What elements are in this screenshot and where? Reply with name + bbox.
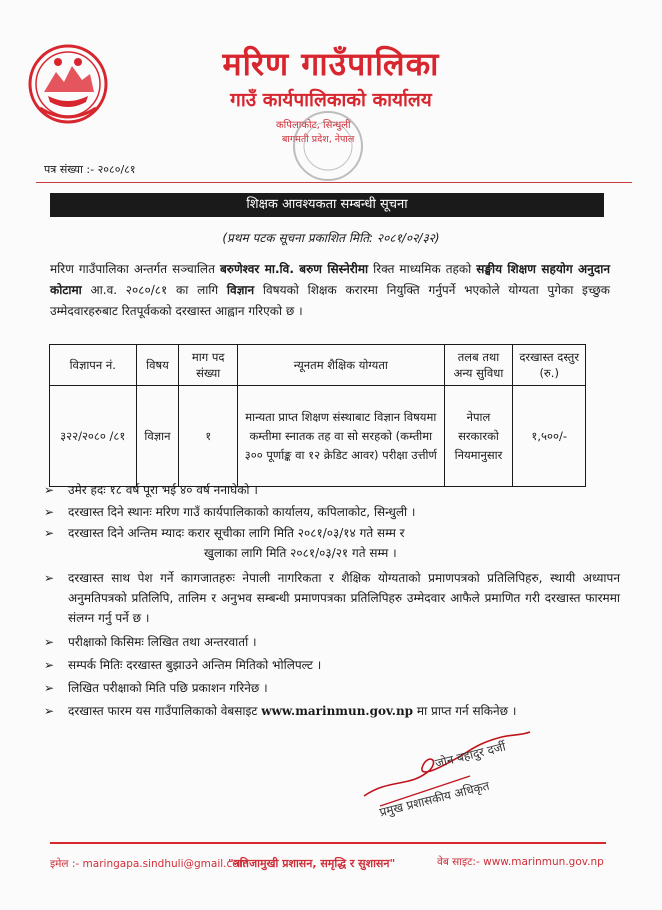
subject: विज्ञान: [136, 386, 179, 487]
footer-divider: [50, 842, 606, 844]
col-header: न्यूनतम शैक्षिक योग्यता: [238, 345, 445, 386]
office-subtitle: गाउँ कार्यपालिकाको कार्यालय: [230, 89, 432, 111]
col-header: माग पद संख्या: [179, 345, 238, 386]
address-line-2: बागमती प्रदेश, नेपाल: [282, 134, 355, 145]
salary: नेपाल सरकारको नियमानुसार: [444, 386, 513, 487]
arrow-bullet-icon: ➢: [44, 505, 55, 519]
col-header: विज्ञापन नं.: [50, 345, 137, 386]
footer-slogan: "नतिजामुखी प्रशासन, समृद्धि र सुशासन": [228, 857, 396, 870]
subject-name: विज्ञान: [226, 283, 255, 297]
arrow-bullet-icon: ➢: [44, 635, 55, 649]
municipality-title: मरिण गाउँपालिका: [222, 45, 440, 83]
publication-date: (प्रथम पटक सूचना प्रकाशित मिति: २०८१/०२/३२): [222, 231, 440, 245]
office-stamp-icon: [286, 104, 370, 188]
table-row: [50, 386, 586, 487]
col-header: तलब तथा अन्य सुविधा: [444, 345, 513, 386]
vacancy-table: [49, 344, 586, 487]
footer-website: वेब साइट:- www.marinmun.gov.np: [437, 856, 604, 868]
application-fee: १,५००/-: [513, 386, 586, 487]
signatory-name: जोन बहादुर दर्जी: [433, 739, 508, 771]
arrow-bullet-icon: ➢: [44, 681, 55, 695]
qualification: मान्यता प्राप्त शिक्षण संस्थाबाट विज्ञान विषयमा कम्तीमा स्नातक तह वा सो सरहको (कम्तीमा ३०० पूर्णाङ्क वा १२ क्रेडिट आवर) परीक्षा उत्तीर्ण: [238, 386, 445, 487]
col-header: विषय: [136, 345, 179, 386]
footer-email: इमेल :- maringapa.sindhuli@gmail.com: [50, 858, 249, 870]
website-link: www.marinmun.gov.np: [261, 704, 414, 718]
header-divider: [36, 182, 632, 183]
notice-paragraph: मरिण गाउँपालिका अन्तर्गत सञ्चालित बरुणेश्वर मा.वि. बरुण सिस्नेरीमा रिक्त माध्यमिक तहको सङ्घीय शिक्षण सहयोग अनुदान कोटामा आ.व. २०८०/८१ का लागि विज्ञान विषयको शिक्षक करारमा नियुक्ति गर्नुपर्ने भएकोले योग्यता पुगेका इच्छुक उम्मेदवारहरुबाट रितपूर्वकको दरखास्त आह्वान गरिएको छ ।: [50, 262, 610, 318]
grant-quota: सङ्घीय शिक्षण सहयोग अनुदान कोटामा: [50, 262, 610, 297]
table-header-row: [50, 345, 586, 386]
col-header: दरखास्त दस्तुर (रु.): [513, 345, 586, 386]
notice-title-bar: शिक्षक आवश्यकता सम्बन्धी सूचना: [50, 193, 604, 217]
arrow-bullet-icon: ➢: [44, 571, 55, 585]
arrow-bullet-icon: ➢: [44, 526, 55, 540]
ad-number: ३२२/२०८० /८१: [50, 386, 137, 487]
arrow-bullet-icon: ➢: [44, 704, 55, 718]
school-name: बरुणेश्वर मा.वि. बरुण सिस्नेरीमा: [219, 262, 369, 276]
post-count: १: [179, 386, 238, 487]
signatory-designation: प्रमुख प्रशासकीय अधिकृत: [378, 778, 491, 820]
arrow-bullet-icon: ➢: [44, 483, 55, 497]
address-line-1: कपिलाकोट, सिन्धुली: [276, 120, 351, 131]
letter-number: पत्र संख्या :- २०८०/८१: [44, 163, 136, 176]
arrow-bullet-icon: ➢: [44, 658, 55, 672]
